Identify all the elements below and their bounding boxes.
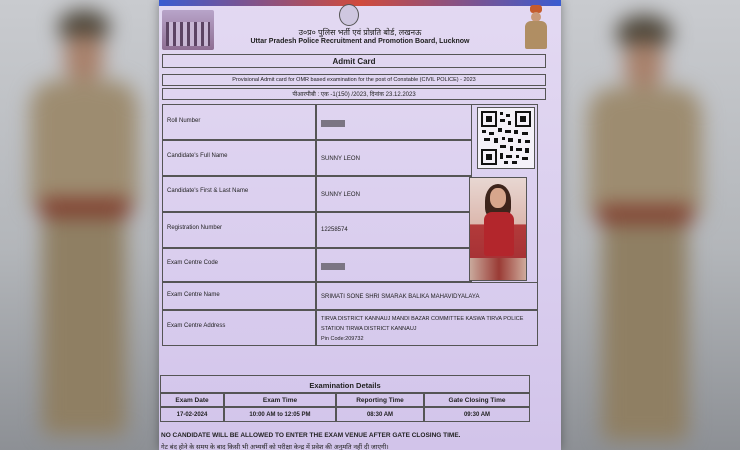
full-name-label: Candidate's Full Name bbox=[167, 153, 228, 159]
label-cell-centrename bbox=[162, 282, 316, 310]
exam-time-header-cell bbox=[224, 393, 336, 407]
registration-number-label: Registration Number bbox=[167, 225, 223, 231]
admit-card bbox=[159, 0, 561, 450]
candidate-photo bbox=[469, 177, 527, 281]
exam-date-value: 17-02-2024 bbox=[176, 412, 208, 418]
label-cell-centrecode bbox=[162, 248, 316, 282]
exam-centre-code-label: Exam Centre Code bbox=[167, 260, 219, 266]
value-cell-centrename bbox=[316, 282, 538, 310]
roll-number-redacted bbox=[321, 120, 345, 127]
full-name-value: SUNNY LEON bbox=[321, 156, 360, 162]
reporting-time-header: Reporting Time bbox=[356, 397, 404, 404]
exam-details-heading-row bbox=[160, 375, 530, 393]
exam-centre-pincode: Pin Code:209732 bbox=[321, 336, 364, 342]
roll-number-label: Roll Number bbox=[167, 118, 201, 124]
gate-closing-time-header: Gate Closing Time bbox=[448, 397, 506, 404]
exam-time-value-cell bbox=[224, 407, 336, 422]
exam-centre-address-line2: STATION TIRWA DISTRICT KANNAUJ bbox=[321, 326, 417, 332]
value-cell-fullname bbox=[316, 140, 472, 176]
exam-centre-address-label: Exam Centre Address bbox=[167, 323, 226, 329]
org-name-hindi: उ०प्र० पुलिस भर्ती एवं प्रोन्नति बोर्ड, लखनऊ bbox=[298, 28, 422, 37]
subtitle-row bbox=[162, 74, 546, 86]
value-cell-address bbox=[316, 310, 538, 346]
org-name-english: Uttar Pradesh Police Recruitment and Promotion Board, Lucknow bbox=[250, 38, 470, 45]
label-cell-registration bbox=[162, 212, 316, 248]
exam-centre-name-label: Exam Centre Name bbox=[167, 292, 220, 298]
exam-centre-code-redacted bbox=[321, 263, 345, 270]
card-subtitle: Provisional Admit card for OMR based examination for the post of Constable (CIVIL POLICE) - 2023 bbox=[232, 77, 476, 83]
label-cell-firstlast bbox=[162, 176, 316, 212]
exam-date-header-cell bbox=[160, 393, 224, 407]
label-cell-roll bbox=[162, 104, 316, 140]
reporting-time-header-cell bbox=[336, 393, 424, 407]
value-cell-registration bbox=[316, 212, 472, 248]
label-cell-address bbox=[162, 310, 316, 346]
instruction-english: NO CANDIDATE WILL BE ALLOWED TO ENTER THE EXAM VENUE AFTER GATE CLOSING TIME. bbox=[161, 432, 461, 439]
first-last-name-value: SUNNY LEON bbox=[321, 192, 360, 198]
exam-centre-name-value: SRIMATI SONE SHRI SMARAK BALIKA MAHAVIDYALAYA bbox=[321, 294, 480, 300]
exam-time-value: 10:00 AM to 12:05 PM bbox=[249, 412, 311, 418]
board-emblem-icon bbox=[339, 4, 359, 26]
gate-closing-value-cell bbox=[424, 407, 530, 422]
header-band bbox=[159, 0, 561, 6]
first-last-name-label: Candidate's First & Last Name bbox=[167, 188, 249, 194]
background-officer-right bbox=[580, 15, 710, 450]
title-row bbox=[162, 54, 546, 68]
exam-centre-address-line1: TIRVA DISTRICT KANNAUJ MANDI BAZAR COMMITTEE KASWA TIRVA POLICE bbox=[321, 316, 524, 322]
advertisement-row bbox=[162, 88, 546, 100]
gate-closing-header-cell bbox=[424, 393, 530, 407]
background-officer-left bbox=[20, 10, 140, 450]
label-cell-fullname bbox=[162, 140, 316, 176]
advertisement-number: पीआरपीबी : एक -1(150) /2023, दिनांक 23.12.2023 bbox=[292, 92, 416, 98]
value-cell-roll bbox=[316, 104, 472, 140]
value-cell-firstlast bbox=[316, 176, 472, 212]
registration-number-value: 12258574 bbox=[321, 227, 348, 233]
qr-code-icon bbox=[477, 107, 535, 169]
reporting-time-value-cell bbox=[336, 407, 424, 422]
gate-closing-time-value: 09:30 AM bbox=[463, 412, 491, 418]
exam-date-header: Exam Date bbox=[175, 397, 209, 404]
exam-date-value-cell bbox=[160, 407, 224, 422]
exam-details-heading: Examination Details bbox=[309, 381, 381, 390]
reporting-time-value: 08:30 AM bbox=[366, 412, 394, 418]
value-cell-centrecode bbox=[316, 248, 472, 282]
card-title: Admit Card bbox=[332, 57, 376, 66]
exam-time-header: Exam Time bbox=[262, 397, 298, 404]
instruction-hindi: गेट बंद होने के समय के बाद किसी भी अभ्यर्थी को परीक्षा केन्द्र में प्रवेश की अनुमति नहीं दी जाएगी। bbox=[161, 444, 389, 450]
